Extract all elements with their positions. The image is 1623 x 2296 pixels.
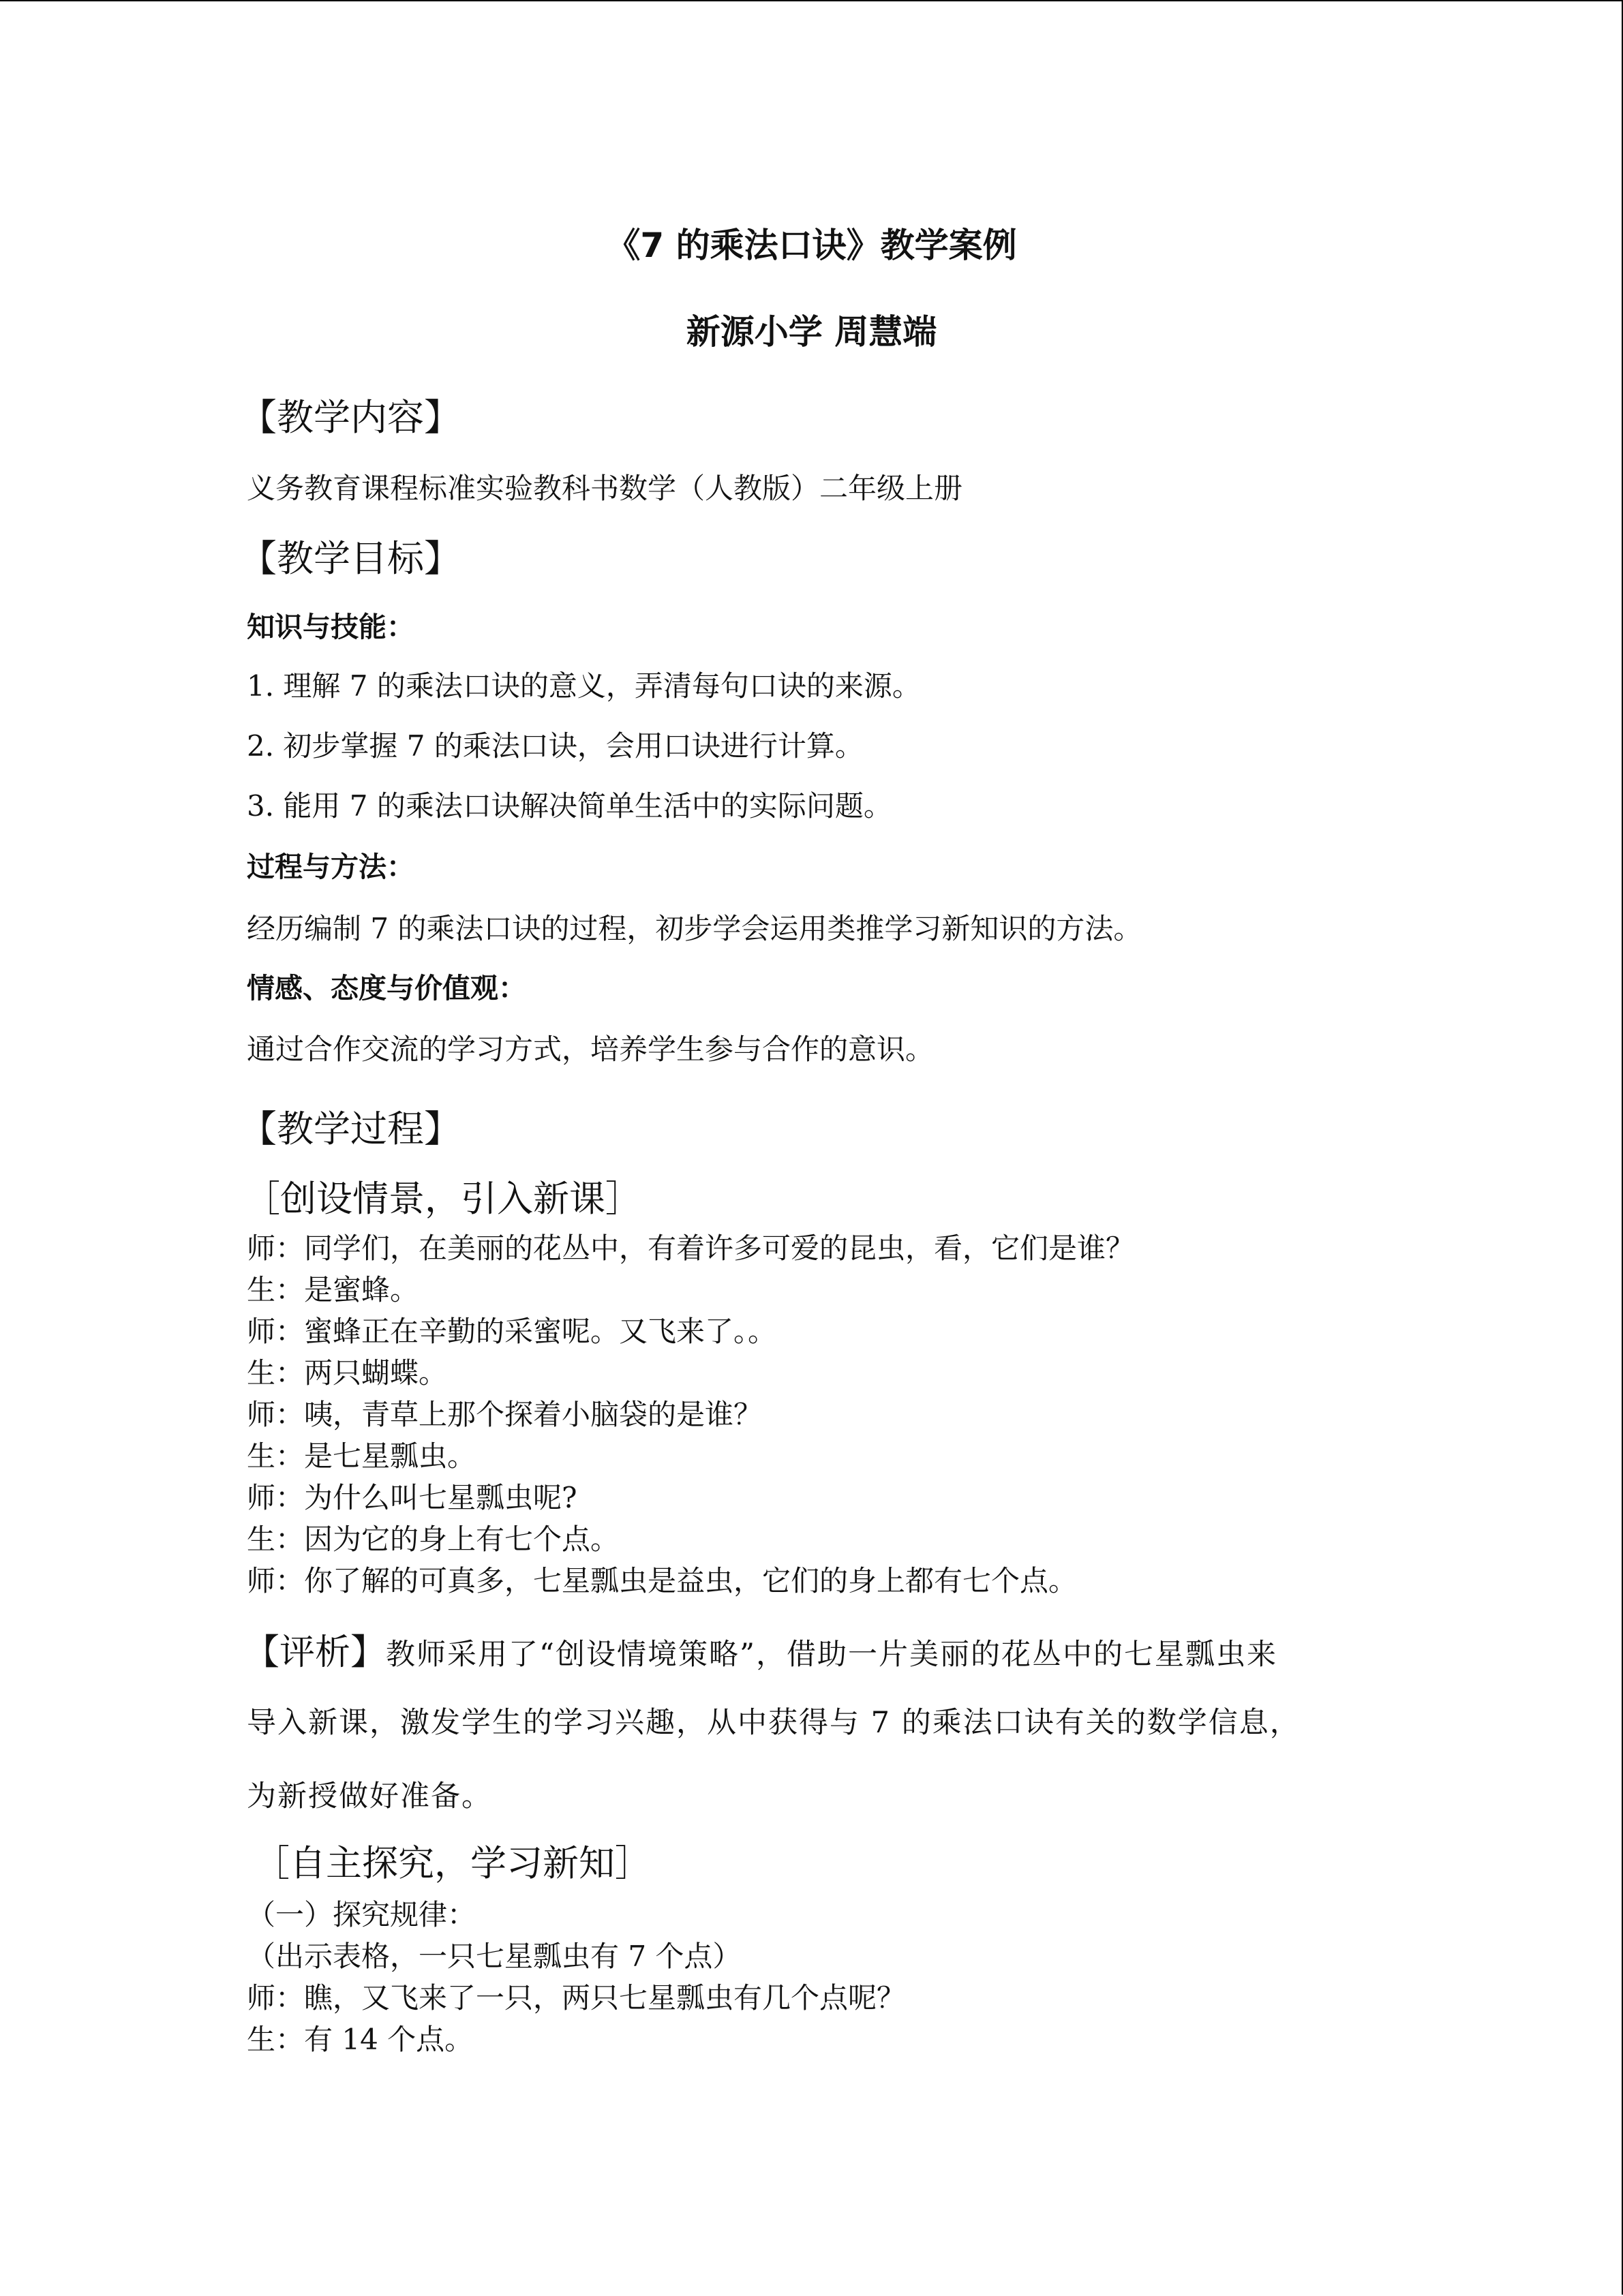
goal-item-2: 2. 初步掌握 7 的乘法口诀，会用口诀进行计算。 xyxy=(247,729,864,763)
analysis-paragraph-line-3: 为新授做好准备。 xyxy=(247,1779,492,1813)
dialogue-line: 师：咦，青草上那个探着小脑袋的是谁？ xyxy=(247,1398,763,1431)
dialogue-line: （出示表格，一只七星瓢虫有 7 个点） xyxy=(247,1940,742,1973)
dialogue-line: 生：是七星瓢虫。 xyxy=(247,1439,476,1473)
analysis-text-1: 教师采用了“创设情境策略”，借助一片美丽的花丛中的七星瓢虫来 xyxy=(386,1638,1277,1672)
heading-teaching-goals: 【教学目标】 xyxy=(240,537,461,580)
dialogue-line: 师：为什么叫七星瓢虫呢? xyxy=(247,1481,577,1514)
dialogue-line: 师：同学们，在美丽的花丛中，有着许多可爱的昆虫，看，它们是谁？ xyxy=(247,1231,1135,1265)
dialogue-line: 生：两只蝴蝶。 xyxy=(247,1356,448,1390)
dialogue-line: 师：蜜蜂正在辛勤的采蜜呢。又飞来了。。 xyxy=(247,1315,777,1348)
author-line: 新源小学 周慧端 xyxy=(686,312,937,352)
dialogue-line: （一）探究规律： xyxy=(247,1898,476,1931)
dialogue-line: 生：是蜜蜂。 xyxy=(247,1273,419,1306)
heading-teaching-content: 【教学内容】 xyxy=(240,396,461,439)
emotion-label: 情感、态度与价值观： xyxy=(247,972,526,1005)
section-heading-1: ［创设情景，引入新课］ xyxy=(244,1178,641,1220)
process-text: 经历编制 7 的乘法口诀的过程，初步学会运用类推学习新知识的方法。 xyxy=(247,912,1142,945)
emotion-text: 通过合作交流的学习方式，培养学生参与合作的意识。 xyxy=(247,1032,935,1066)
analysis-paragraph-line-2: 导入新课，激发学生的学习兴趣，从中获得与 7 的乘法口诀有关的数学信息， xyxy=(247,1706,1301,1740)
process-label: 过程与方法： xyxy=(247,851,414,883)
dialogue-line: 师：瞧，又飞来了一只，两只七星瓢虫有几个点呢？ xyxy=(247,1981,906,2015)
document-page xyxy=(0,1,1623,2296)
analysis-tag: 【评析】 xyxy=(244,1632,386,1673)
dialogue-line: 生：因为它的身上有七个点。 xyxy=(247,1522,620,1556)
knowledge-label: 知识与技能： xyxy=(247,611,414,643)
heading-teaching-procedure: 【教学过程】 xyxy=(240,1107,461,1150)
page-title: 《7 的乘法口诀》教学案例 xyxy=(606,226,1017,265)
goal-item-1: 1. 理解 7 的乘法口诀的意义，弄清每句口诀的来源。 xyxy=(247,669,921,703)
dialogue-line: 师：你了解的可真多，七星瓢虫是益虫，它们的身上都有七个点。 xyxy=(247,1564,1078,1597)
dialogue-line: 生：有 14 个点。 xyxy=(247,2023,474,2056)
analysis-paragraph-line-1 xyxy=(244,1623,1277,1674)
goal-item-3: 3. 能用 7 的乘法口诀解决简单生活中的实际问题。 xyxy=(247,789,892,823)
content-text: 义务教育课程标准实验教科书数学（人教版）二年级上册 xyxy=(247,472,963,505)
section-heading-2: ［自主探究，学习新知］ xyxy=(254,1843,651,1884)
